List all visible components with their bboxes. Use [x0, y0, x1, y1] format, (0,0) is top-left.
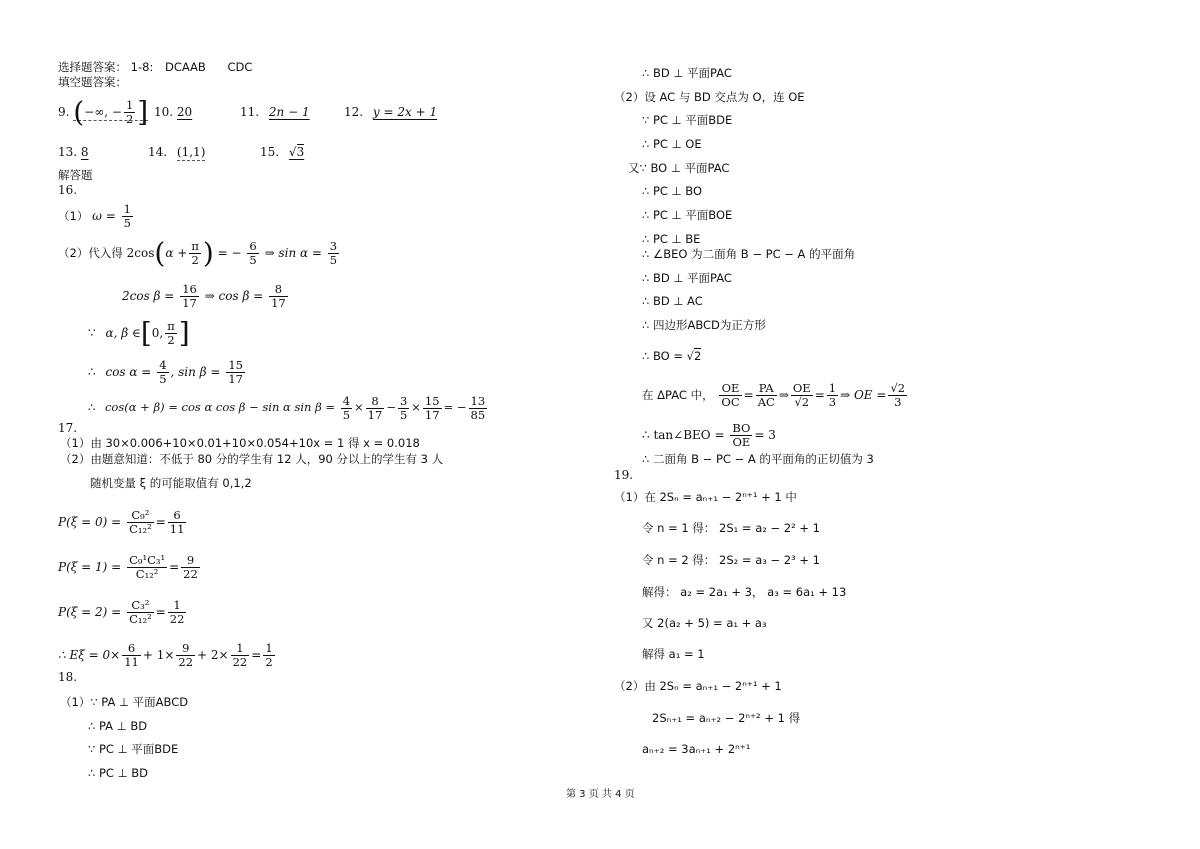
p17-p1-eq: =: [169, 560, 180, 574]
p18-r15-b: = 3: [754, 428, 776, 442]
fill-q11: [240, 105, 310, 119]
choice-answers: [58, 60, 252, 74]
p18-line2: ∴ PA ⊥ BD: [88, 719, 148, 733]
p19-line2: 令 n = 1 得： 2S₁ = a₂ − 2² + 1: [642, 521, 820, 535]
p18-r15-fd: OE: [732, 435, 751, 449]
p17-p2-rfrac: [168, 599, 187, 626]
p16-l3-frac: [165, 320, 177, 347]
p17-e-frac1: [122, 642, 141, 669]
q9-frac-num: 1: [125, 98, 134, 112]
p18-r14-frac4: [827, 382, 838, 409]
p16-number: 16.: [58, 183, 78, 197]
p18-r14-f4n: 1: [828, 381, 837, 395]
p18-right-line1: ∴ BD ⊥ 平面PAC: [642, 66, 732, 80]
q9-frac-den: 2: [125, 112, 134, 126]
p16-l5-f4n: 15: [424, 393, 440, 408]
p17-e-f2d: 22: [178, 655, 194, 669]
p19-line5: 又 2(a₂ + 5) = a₁ + a₃: [642, 616, 767, 630]
p18-right-line3: ∵ PC ⊥ 平面BDE: [642, 113, 733, 127]
p17-line2: （2）由题意知道：不低于 80 分的学生有 12 人，90 分以上的学生有 3 人: [60, 452, 444, 466]
p16-s2-alpha: α +: [165, 246, 188, 260]
p16-step1: [58, 202, 135, 230]
p16-l4-n2: 15: [228, 358, 243, 372]
p16-l4-d2: 17: [228, 372, 243, 386]
p18-right-line10: ∴ BD ⊥ 平面PAC: [642, 271, 732, 285]
q15-number: 15.: [260, 145, 280, 159]
p16-l5-x1: ×: [354, 400, 364, 414]
p18-r14-f2d: AC: [757, 395, 775, 409]
p18-line4: ∴ PC ⊥ BD: [88, 766, 149, 780]
p16-l4-b: , sin β =: [170, 365, 221, 379]
p16-s2-pi-frac: [189, 240, 201, 267]
p16-l2-b: ⇒ cos β =: [204, 289, 264, 303]
p17-prob0: [58, 505, 188, 539]
q13-number: 13.: [58, 145, 78, 159]
p18-right-line12: ∴ 四边形ABCD为正方形: [642, 318, 766, 332]
p18-right-line13: ∴ BO = √2: [642, 349, 702, 363]
p16-l2-d: 17: [182, 296, 197, 310]
p17-p0-lhs: P(ξ = 0) =: [58, 515, 122, 529]
p17-p1-rfrac: [181, 554, 200, 581]
p17-p1-lhs: P(ξ = 1) =: [58, 560, 122, 574]
p17-e-c: + 2×: [197, 648, 229, 662]
p18-line3: ∵ PC ⊥ 平面BDE: [88, 742, 179, 756]
p16-l5-frac3: [398, 395, 409, 422]
p18-right-line9: ∴ ∠BEO 为二面角 B − PC − A 的平面角: [642, 247, 856, 261]
p16-l2-frac2: [269, 283, 288, 310]
p18-r14-arrow: ⇒: [778, 388, 789, 402]
p17-p2-lhs: P(ξ = 2) =: [58, 605, 122, 619]
p16-l5-x2: ×: [411, 400, 421, 414]
p18-right-line14: [642, 379, 909, 411]
q14-number: 14.: [148, 145, 168, 159]
p16-l4-n: 4: [159, 358, 167, 372]
p18-r15-frac: [730, 422, 752, 449]
p16-l5-f3d: 5: [399, 407, 408, 422]
fill-q13: [58, 145, 89, 159]
p17-p1-d: C₁₂²: [135, 567, 159, 581]
choice-answers-part2: CDC: [227, 60, 253, 74]
p16-l4-a: cos α =: [105, 365, 152, 379]
p16-s2-d5b: 5: [329, 253, 338, 267]
choice-answers-part1: DCAAB: [164, 60, 206, 74]
p16-step2: （2）代入得 2cos(α + $\frac{\pi}{2}$ ) = − $\frac{6}{5}$ ⇒ sin α = $\frac{3}{5}$: [58, 236, 338, 270]
p19-line9: aₙ₊₂ = 3aₙ₊₁ + 2ⁿ⁺¹: [642, 742, 751, 756]
p16-l5-a: cos(α + β) = cos α cos β − sin α sin β =: [104, 400, 336, 414]
p16-l4-d: 5: [159, 372, 167, 386]
p16-l3-pi: π: [167, 319, 175, 333]
p16-s1-den: 5: [123, 216, 131, 230]
p17-e-f2n: 9: [176, 642, 195, 656]
p18-line1: （1）∵ PA ⊥ 平面ABCD: [60, 695, 189, 709]
p16-s2-cos: 2cos: [126, 246, 155, 260]
p16-l5-minus: −: [386, 400, 396, 414]
p18-r14-f5n: √2: [890, 381, 906, 395]
choice-label: 选择题答案：: [58, 60, 127, 74]
q10-number: 10.: [154, 105, 174, 119]
p16-because: ∵: [88, 326, 96, 340]
p17-e-f3d: 22: [232, 655, 248, 669]
p16-therefore-1: ∴: [88, 365, 96, 379]
p17-p1-rd: 22: [183, 567, 198, 581]
p16-l2-frac1: [180, 283, 199, 310]
p17-p2-n: C₃²: [127, 599, 154, 613]
p16-s2-n3: 3: [329, 239, 338, 253]
p16-s2-frac2: [328, 240, 339, 267]
p16-l2-n: 16: [182, 282, 197, 296]
p17-e-f4n: 1: [265, 641, 273, 655]
p17-p0-rd: 11: [169, 522, 185, 536]
p18-r14-f3n: OE: [792, 381, 811, 395]
p16-s2-frac1: [247, 240, 258, 267]
p16-l5-f1n: 4: [342, 393, 351, 408]
p16-s2-two: 2: [191, 253, 199, 267]
p16-s1-frac: [122, 203, 133, 230]
p16-l5-frac1: [341, 395, 352, 422]
p16-s1-label: （1）: [58, 209, 89, 223]
q11-number: 11.: [240, 105, 260, 119]
p16-l5-frac4: [423, 395, 442, 422]
p16-s2-d5: 5: [249, 253, 257, 267]
p16-l5-frac2: [366, 395, 385, 422]
p18-right-line2: （2）设 AC 与 BD 交点为 O，连 OE: [614, 90, 805, 104]
p18-r14-frac1: [719, 382, 741, 409]
q11-answer: 2n − 1: [268, 105, 310, 119]
p17-p2-d: C₁₂²: [129, 612, 152, 626]
p17-expectation: [58, 640, 277, 670]
p17-p0-rn: 6: [168, 509, 187, 523]
p16-l4-frac1: [157, 359, 168, 386]
p16-line-range: ∵ α, β ∈[0, $\frac{\pi}{2}$ ]: [88, 316, 190, 350]
p17-e-f3n: 1: [231, 642, 250, 656]
p16-l4-frac2: [226, 359, 245, 386]
p18-r14-frac2: [756, 382, 777, 409]
p18-r14-f5d: 3: [894, 395, 902, 409]
p16-therefore-2: ∴: [88, 400, 96, 414]
p18-r14-f2n: PA: [756, 382, 777, 396]
q12-number: 12.: [344, 105, 364, 119]
p17-p2-frac: [127, 599, 154, 626]
p16-s2-label: （2）代入得: [58, 246, 123, 260]
p17-p2-rd: 22: [169, 612, 185, 626]
p17-p1-n: C₉¹C₃¹: [129, 553, 166, 567]
p17-p1-rn: 9: [181, 554, 200, 568]
p17-e-f1d: 11: [124, 655, 139, 669]
p16-s2-eq: = −: [217, 246, 242, 260]
p17-line3: 随机变量 ξ 的可能取值有 0,1,2: [90, 476, 252, 490]
p16-line-cosalpha: [88, 357, 247, 387]
p18-r14-arrow2: ⇒ OE =: [840, 388, 887, 402]
p16-s2-n6: 6: [249, 239, 257, 253]
p18-right-line8: ∴ PC ⊥ BE: [642, 232, 701, 246]
p16-l5-f4d: 17: [424, 407, 440, 422]
q9-answer-text: −∞, −: [84, 105, 122, 119]
p17-e-f4d: 2: [265, 655, 273, 669]
p18-r14-f4d: 3: [828, 395, 837, 409]
p18-right-line11: ∴ BD ⊥ AC: [642, 294, 703, 308]
p18-r15-a: ∴ tan∠BEO =: [642, 428, 725, 442]
p18-number: 18.: [58, 670, 78, 684]
p16-l5-eq: = −: [443, 400, 467, 414]
p19-line6: 解得 a₁ = 1: [642, 647, 705, 661]
p18-r14-eq2: =: [814, 388, 825, 402]
p17-e-a: ∴ Eξ = 0×: [58, 648, 121, 662]
p17-p0-rfrac: [168, 509, 187, 536]
q9-fraction: [124, 99, 135, 126]
page-footer: 第 3 页 共 4 页: [566, 789, 635, 800]
p18-bo-radicand: 2: [694, 349, 702, 363]
fill-q10: [154, 105, 192, 119]
p18-r14-f1n: OE: [719, 382, 741, 396]
p16-s2-pi: π: [191, 239, 199, 253]
p17-p1-frac: [127, 554, 167, 581]
p18-right-line16: ∴ 二面角 B − PC − A 的平面角的正切值为 3: [642, 452, 874, 466]
choice-range: 1-8:: [130, 60, 154, 74]
p16-l5-f1d: 5: [342, 407, 351, 422]
p18-r14-frac5: [888, 382, 907, 409]
fill-label: 填空题答案：: [58, 75, 127, 89]
p17-line1: （1）由 30×0.006+10×0.01+10×0.054+10x = 1 得 x = 0.018: [60, 436, 420, 450]
p18-r14-frac3: [791, 382, 813, 409]
p19-number: 19.: [614, 468, 634, 482]
p16-l5-f2d: 17: [367, 407, 383, 422]
p17-p0-n: C₉²: [127, 509, 154, 523]
p18-right-line6: ∴ PC ⊥ BO: [642, 184, 703, 198]
p17-number: 17.: [58, 421, 78, 435]
p16-l3-a: α, β ∈: [105, 326, 141, 340]
p19-line7: （2）由 2Sₙ = aₙ₊₁ − 2ⁿ⁺¹ + 1: [614, 679, 782, 693]
p17-p2-rn: 1: [168, 599, 187, 613]
p16-l5-frac5: [469, 395, 488, 422]
fill-q15: [260, 145, 304, 159]
p18-r14-f1d: OC: [721, 395, 740, 409]
fill-q14: [148, 145, 205, 159]
q10-answer: 20: [176, 105, 193, 119]
p18-r14-eq1: =: [743, 388, 754, 402]
p18-r14-a: 在 ΔPAC 中，: [642, 388, 714, 402]
p16-l2-d2: 17: [271, 296, 286, 310]
p16-s2-sin: ⇒ sin α =: [264, 246, 322, 260]
p18-bo-lhs: ∴ BO =: [642, 349, 684, 363]
p18-r15-fn: BO: [732, 421, 751, 435]
p18-r14-f3d: √2: [794, 395, 810, 409]
p17-e-frac2: [176, 642, 195, 669]
p19-line8: 2Sₙ₊₁ = aₙ₊₂ − 2ⁿ⁺² + 1 得: [652, 711, 801, 725]
p16-l5-f3n: 3: [399, 393, 408, 408]
p16-line-result: [88, 392, 489, 422]
p17-e-frac3: [231, 642, 250, 669]
p16-s1-lhs: ω =: [92, 209, 116, 223]
p16-l2-n2: 8: [269, 283, 288, 297]
p16-line-cosbeta: [122, 281, 290, 311]
solutions-title: 解答题: [58, 168, 93, 182]
p17-e-d: =: [251, 648, 262, 662]
q9-number: 9.: [58, 105, 70, 119]
p17-p0-d: C₁₂²: [129, 522, 152, 536]
p17-prob1: [58, 550, 202, 584]
p17-e-b: + 1×: [142, 648, 175, 662]
p17-e-f1n: 6: [122, 642, 141, 656]
p17-p0-frac: [127, 509, 154, 536]
p17-e-frac4: [263, 642, 274, 669]
fill-q12: [344, 105, 437, 119]
p17-prob2: [58, 595, 188, 629]
p17-p0-eq: =: [155, 515, 166, 529]
p18-right-line5: 又∵ BO ⊥ 平面PAC: [628, 161, 730, 175]
p17-p2-eq: =: [155, 605, 166, 619]
q15-answer: √3: [288, 145, 305, 159]
q15-radicand: 3: [296, 145, 305, 159]
p18-right-line4: ∴ PC ⊥ OE: [642, 137, 702, 151]
p18-right-line7: ∴ PC ⊥ 平面BOE: [642, 208, 733, 222]
p19-line4: 解得： a₂ = 2a₁ + 3， a₃ = 6a₁ + 13: [642, 585, 847, 599]
p18-right-line15: [642, 420, 776, 450]
p16-l5-f5d: 85: [470, 407, 486, 422]
p16-l5-f5n: 13: [470, 393, 486, 408]
q14-answer: (1,1): [176, 145, 206, 159]
q12-answer: y = 2x + 1: [372, 105, 438, 119]
p16-l5-f2n: 8: [366, 395, 385, 409]
q9-answer: (−∞, − $\frac{1}{2}$ ]: [73, 95, 149, 129]
p19-line3: 令 n = 2 得： 2S₂ = a₃ − 2³ + 1: [642, 553, 820, 567]
p16-l2-a: 2cos β =: [122, 289, 175, 303]
p16-s1-num: 1: [123, 202, 131, 216]
fill-q9: [58, 97, 148, 127]
p19-line1: （1）在 2Sₙ = aₙ₊₁ − 2ⁿ⁺¹ + 1 中: [614, 490, 797, 504]
p16-l3-b: 0,: [151, 326, 164, 340]
q13-answer: 8: [80, 145, 89, 159]
p16-l3-two: 2: [167, 333, 175, 347]
